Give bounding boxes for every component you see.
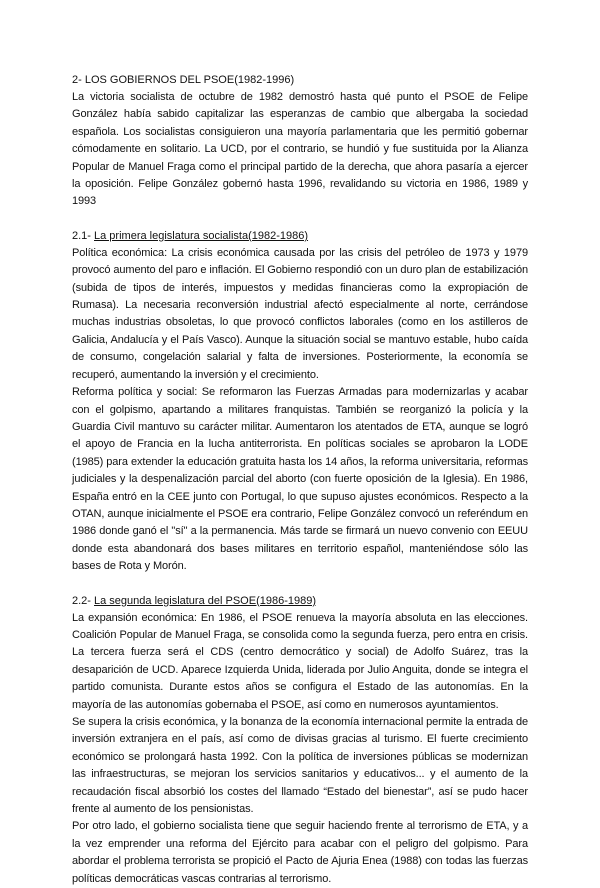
section-2-2-economic-expansion: La expansión económica: En 1986, el PSOE renueva la mayoría absoluta en las elecciones. Coalición Popular de Manuel Fraga, se consolida como la segunda fuerza, pero entra en crisis. La tercera fuerza será el CDS (centro democrático y social) de Adolfo Suárez, tras la desaparición de UCD. Aparece Izquierda Unida, liderada por Julio Anguita, donde se integra el partido comunista. Durante estos años se configura el Estado de las autonomías. En la mayoría de las autonomías gobernaba el PSOE, así como en numerosos ayuntamientos. [72,611,528,711]
section-2-2-title: La segunda legislatura del PSOE(1986-1989) [94,594,316,607]
section-2-1-title: La primera legislatura socialista(1982-1986) [94,229,309,242]
section-2-2-heading [72,593,528,610]
section-2-title: 2- LOS GOBIERNOS DEL PSOE(1982-1996) [72,74,295,86]
section-2-1-number: 2.1- [72,229,95,242]
section-2-1-political-reform: Reforma política y social: Se reformaron las Fuerzas Armadas para modernizarlas y acabar con el golpismo, apartando a militares franquistas. También se reorganizó la policía y la Guardia Civil mantuvo su carácter militar. Aumentaron los atentados de ETA, aunque se logró el apoyo de Francia en la lucha antiterrorista. En políticas sociales se aprobaron la LODE (1985) para extender la educación gratuita hasta los 14 años, la reforma universitaria, reformas judiciales y la despenalización parcial del aborto (con fuerte oposición de la Iglesia). En 1986, España entró en la CEE junto con Portugal, lo que supuso ajustes económicos. Respecto a la OTAN, aunque inicialmente el PSOE era contrario, Felipe González convocó un referéndum en 1986 donde ganó el "sí" a la permanencia. Más tarde se firmará un nuevo convenio con EEUU donde esta abandonará dos bases militares en territorio español, manteniéndose sólo las bases de Rota y Morón. [72,386,528,573]
section-2-intro: La victoria socialista de octubre de 1982 demostró hasta qué punto el PSOE de Felipe González había sabido capitalizar las esperanzas de cambio que albergaba la sociedad española. Los socialistas consiguieron una mayoría parlamentaria que les permitió gobernar cómodamente en solitario. La UCD, por el contrario, se hundió y fue sustituida por la Alianza Popular de Manuel Fraga como el principal partido de la derecha, que ahora pasaría a ejercer la oposición. Felipe González gobernó hasta 1996, revalidando su victoria en 1986, 1989 y 1993 [72,91,528,208]
section-2-1-economic-policy: Política económica: La crisis económica causada por las crisis del petróleo de 1973 y 1979 provocó aumento del paro e inflación. El Gobierno respondió con un duro plan de estabilización (subida de tipos de interés, impuestos y medidas financieras como la expropiación de Rumasa). La necesaria reconversión industrial afectó especialmente al norte, cerrándose muchas industrias obsoletas, lo que provocó conflictos laborales (como en los astilleros de Galicia, Andalucía y el País Vasco). Aunque la situación social se mantuvo estable, hubo caída de consumo, congelación salarial y falta de inversiones. Posteriormente, la economía se recuperó, aumentando la inversión y el crecimiento. [72,246,528,381]
section-2-2-terrorism: Por otro lado, el gobierno socialista tiene que seguir haciendo frente al terrorismo de ETA, y a la vez emprender una reforma del Ejército para acabar con el peligro del golpismo. Para abordar el problema terrorista se propició el Pacto de Ajuria Enea (1988) con todas las fuerzas políticas democráticas vascas contrarias al terrorismo. [72,820,528,885]
section-2-1-heading [72,228,528,245]
section-2-2-number: 2.2- [72,594,95,607]
section-2-2-crisis-overcome: Se supera la crisis económica, y la bonanza de la economía internacional permite la entrada de inversión extranjera en el país, así como de divisas gracias al turismo. El fuerte crecimiento económico se prolongará hasta 1992. Con la política de inversiones públicas se modernizan las infraestructuras, se mejoran los servicios sanitarios y educativos... y el aumento de la recaudación fiscal absorbió los costes del llamado “Estado del bienestar”, así se pudo hacer frente al aumento de los pensionistas. [72,716,528,816]
spacer [72,576,528,593]
spacer [72,211,528,228]
